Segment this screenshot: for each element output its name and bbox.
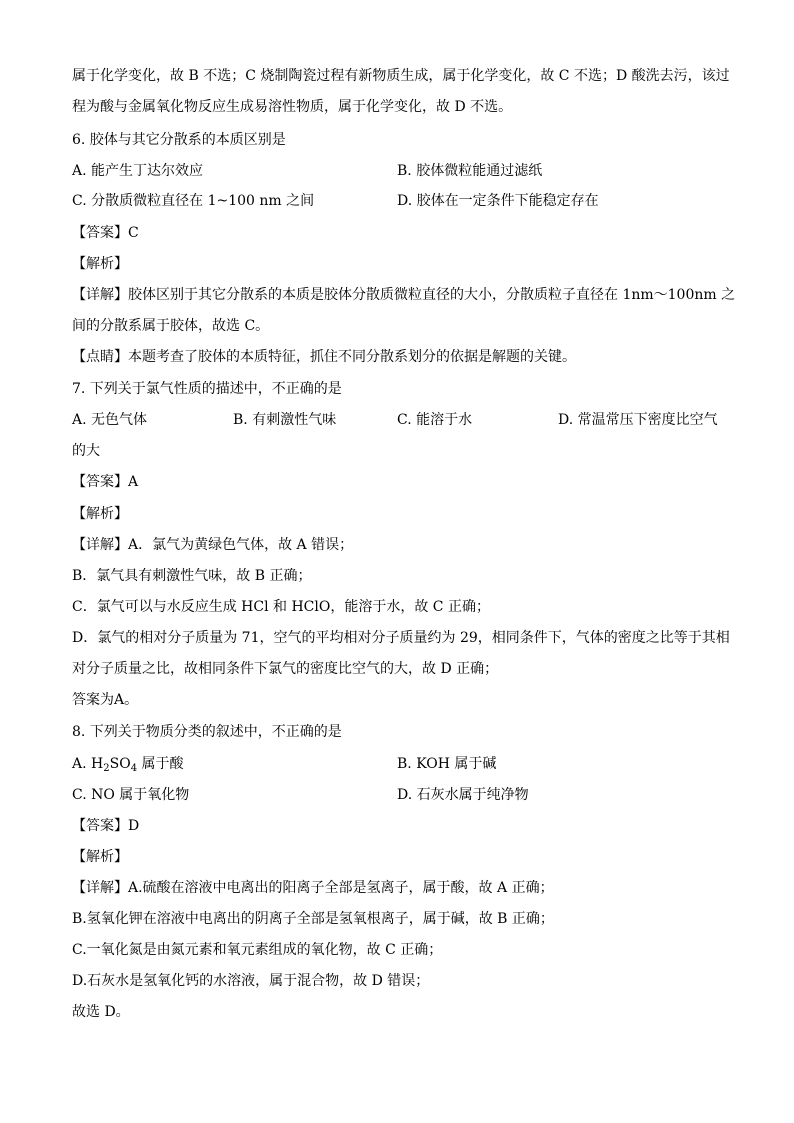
q6-comment: 【点睛】本题考查了胶体的本质特征，抓住不同分散系划分的依据是解题的关键。 [72,349,576,365]
q7-conclusion: 答案为A。 [72,692,139,708]
q7-detail-d-line-1: D．氯气的相对分子质量为 71，空气的平均相对分子质量约为 29，相同条件下，气体的密度之比等于其相 [72,630,730,646]
q6-stem: 6. 胶体与其它分散系的本质区别是 [72,132,286,148]
q7-analysis-heading: 【解析】 [72,506,128,522]
q8-conclusion: 故选 D。 [72,1004,130,1020]
q8-analysis-heading: 【解析】 [72,849,128,865]
q8-option-a-subscript-1: 2 [103,763,110,774]
q6-detail-line-1: 【详解】胶体区别于其它分散系的本质是胶体分散质微粒直径的大小，分散质粒子直径在 1nm～100nm 之 [72,287,736,303]
q7-stem: 7. 下列关于氯气性质的描述中，不正确的是 [72,381,342,397]
q8-option-c: C. NO 属于氧化物 [72,787,190,803]
q7-option-b: B. 有刺激性气味 [233,412,337,428]
q8-option-a [72,755,184,773]
q8-option-b: B. KOH 属于碱 [397,756,497,772]
q7-option-c: C. 能溶于水 [397,412,473,428]
q8-detail-c: C.一氧化氮是由氮元素和氧元素组成的氧化物，故 C 正确； [72,942,443,958]
q8-detail-b: B.氢氧化钾在溶液中电离出的阴离子全部是氢氧根离子，属于碱，故 B 正确； [72,911,554,927]
q8-option-d: D. 石灰水属于纯净物 [397,787,529,803]
q8-stem: 8. 下列关于物质分类的叙述中，不正确的是 [72,724,342,740]
q7-detail-c: C．氯气可以与水反应生成 HCl 和 HClO，能溶于水，故 C 正确； [72,599,490,615]
q6-option-a: A. 能产生丁达尔效应 [72,163,204,179]
q7-answer: 【答案】A [72,474,139,490]
q6-option-d: D. 胶体在一定条件下能稳定存在 [397,193,599,209]
q8-detail-a: 【详解】A.硫酸在溶液中电离出的阳离子全部是氢离子，属于酸，故 A 正确； [72,880,554,896]
q8-answer: 【答案】D [72,818,140,834]
q8-option-a-prefix: A. H [72,756,104,772]
q6-option-b: B. 胶体微粒能通过滤纸 [397,163,543,179]
q7-option-d-wrap: 的大 [72,443,100,459]
q7-detail-d-line-2: 对分子质量之比，故相同条件下氯气的密度比空气的大，故 D 正确； [72,661,499,677]
q6-analysis-heading: 【解析】 [72,256,128,272]
q6-option-c: C. 分散质微粒直径在 1~100 nm 之间 [72,193,315,209]
q8-option-a-middle: SO [109,756,131,772]
q8-option-a-subscript-2: 4 [130,763,138,774]
intro-line-2: 程为酸与金属氧化物反应生成易溶性物质，属于化学变化，故 D 不选。 [72,99,513,115]
q7-option-d: D. 常温常压下密度比空气 [558,412,718,428]
q8-detail-d: D.石灰水是氢氧化钙的水溶液，属于混合物，故 D 错误； [72,973,430,989]
q6-answer: 【答案】C [72,225,139,241]
q7-detail-b: B．氯气具有刺激性气味，故 B 正确； [72,568,312,584]
q7-option-a: A. 无色气体 [72,412,148,428]
q8-option-a-suffix: 属于酸 [137,756,184,772]
q6-detail-line-2: 间的分散系属于胶体，故选 C。 [72,318,270,334]
intro-line-1: 属于化学变化，故 B 不选；C 烧制陶瓷过程有新物质生成，属于化学变化，故 C 不选；D 酸洗去污，该过 [72,68,730,84]
q7-detail-a: 【详解】A．氯气为黄绿色气体，故 A 错误； [72,537,354,553]
